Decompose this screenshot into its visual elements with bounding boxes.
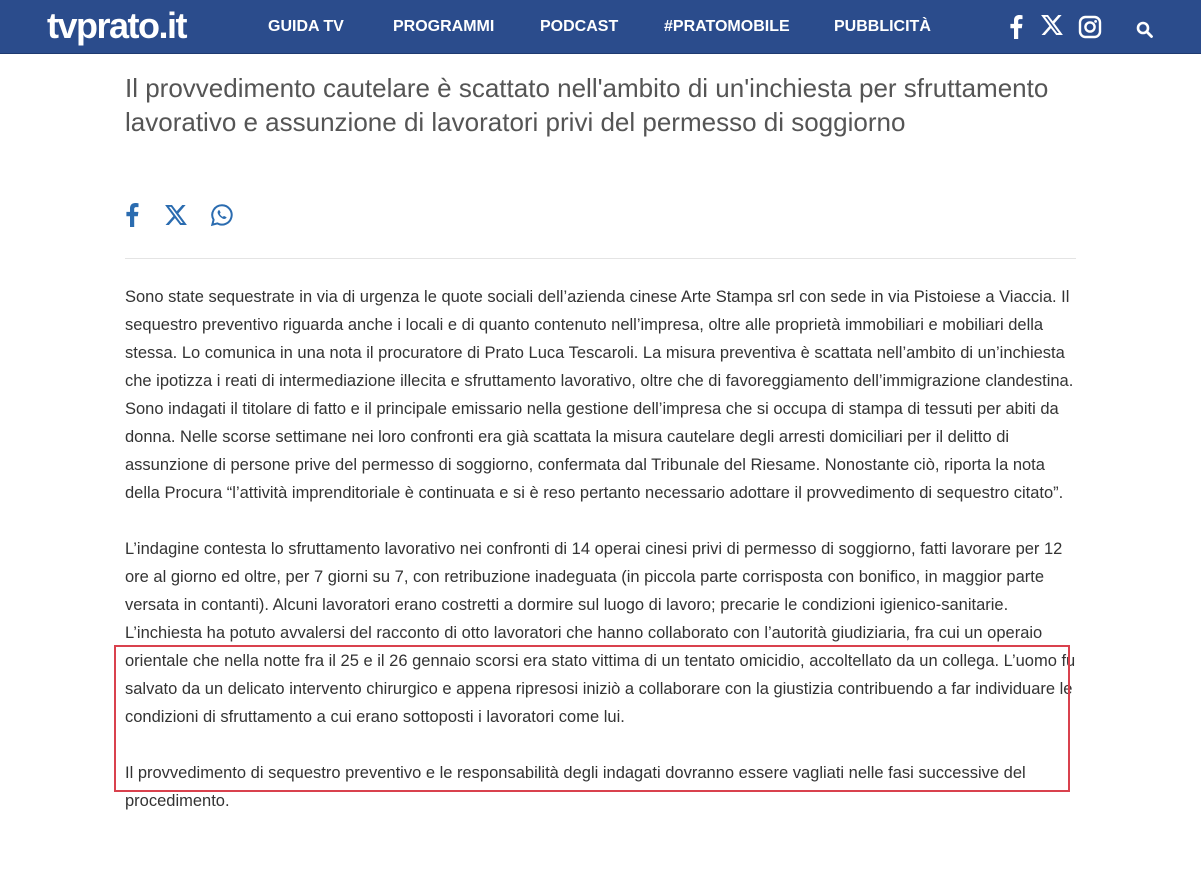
instagram-icon[interactable]: [1077, 12, 1103, 42]
nav-item-podcast[interactable]: PODCAST: [540, 18, 619, 35]
top-navigation-bar: [0, 0, 1201, 54]
facebook-icon[interactable]: [1004, 12, 1028, 42]
x-icon[interactable]: [161, 200, 191, 230]
article-paragraph-3: Il provvedimento di sequestro preventivo e le responsabilità degli indagati dovranno essere vagliati nelle fasi successive del procedimento.: [125, 764, 1026, 810]
nav-item-guida-tv[interactable]: GUIDA TV: [268, 18, 344, 35]
nav-item-pratomobile[interactable]: #PRATOMOBILE: [664, 18, 790, 35]
nav-item-pubblicita[interactable]: PUBBLICITÀ: [834, 18, 931, 35]
article-body: [125, 283, 1080, 843]
article-paragraph-1: Sono state sequestrate in via di urgenza le quote sociali dell’azienda cinese Arte Stampa srl con sede in via Pistoiese a Viaccia. Il sequestro preventivo riguarda anche i locali e di quanto contenuto nell’impresa, oltre alle proprietà immobiliari e mobiliari della stessa. Lo comunica in una nota il procuratore di Prato Luca Tescaroli. La misura preventiva è scattata nell’ambito di un’inchiesta che ipotizza i reati di intermediazione illecita e sfruttamento lavorativo, oltre che di favoreggiamento dell’immigrazione clandestina. Sono indagati il titolare di fatto e il principale emissario nella gestione dell’impresa che si occupa di stampa di tessuti per abiti da donna. Nelle scorse settimane nei loro confronti era già scattata la misura cautelare degli arresti domiciliari per il delitto di assunzione di persone prive del permesso di soggiorno, confermata dal Tribunale del Riesame. Nonostante ciò, riporta la nota della Procura “l’attività imprenditoriale è continuata e si è reso pertanto necessario adottare il provvedimento di sequestro citato”.: [125, 288, 1074, 502]
facebook-icon[interactable]: [117, 200, 147, 230]
whatsapp-icon[interactable]: [207, 200, 237, 230]
article-subtitle: Il provvedimento cautelare è scattato nell'ambito di un'inchiesta per sfruttamento lavorativo e assunzione di lavoratori privi del permesso di soggiorno: [125, 73, 1049, 137]
site-logo[interactable]: tvprato.it: [47, 5, 187, 46]
search-icon[interactable]: [1133, 14, 1155, 44]
article-paragraph-2: L’indagine contesta lo sfruttamento lavorativo nei confronti di 14 operai cinesi privi di permesso di soggiorno, fatti lavorare per 12 ore al giorno ed oltre, per 7 giorni su 7, con retribuzione inadeguata (in piccola parte corrisposta con bonifico, in maggior parte versata in contanti). Alcuni lavoratori erano costretti a dormire sul luogo di lavoro; precarie le condizioni igienico-sanitarie. L’inchiesta ha potuto avvalersi del racconto di otto lavoratori che hanno collaborato con l’autorità giudiziaria, fra cui un operaio orientale che nella notte fra il 25 e il 26 gennaio scorsi era stato vittima di un tentato omicidio, accoltellato da un collega. L’uomo fu salvato da un delicato intervento chirurgico e appena ripresosi iniziò a collaborare con la giustizia contribuendo a far individuare le condizioni di sfruttamento a cui erano sottoposti i lavoratori come lui.: [125, 540, 1076, 726]
nav-item-programmi[interactable]: PROGRAMMI: [393, 18, 495, 35]
x-icon[interactable]: [1039, 10, 1065, 40]
divider: [125, 258, 1076, 259]
